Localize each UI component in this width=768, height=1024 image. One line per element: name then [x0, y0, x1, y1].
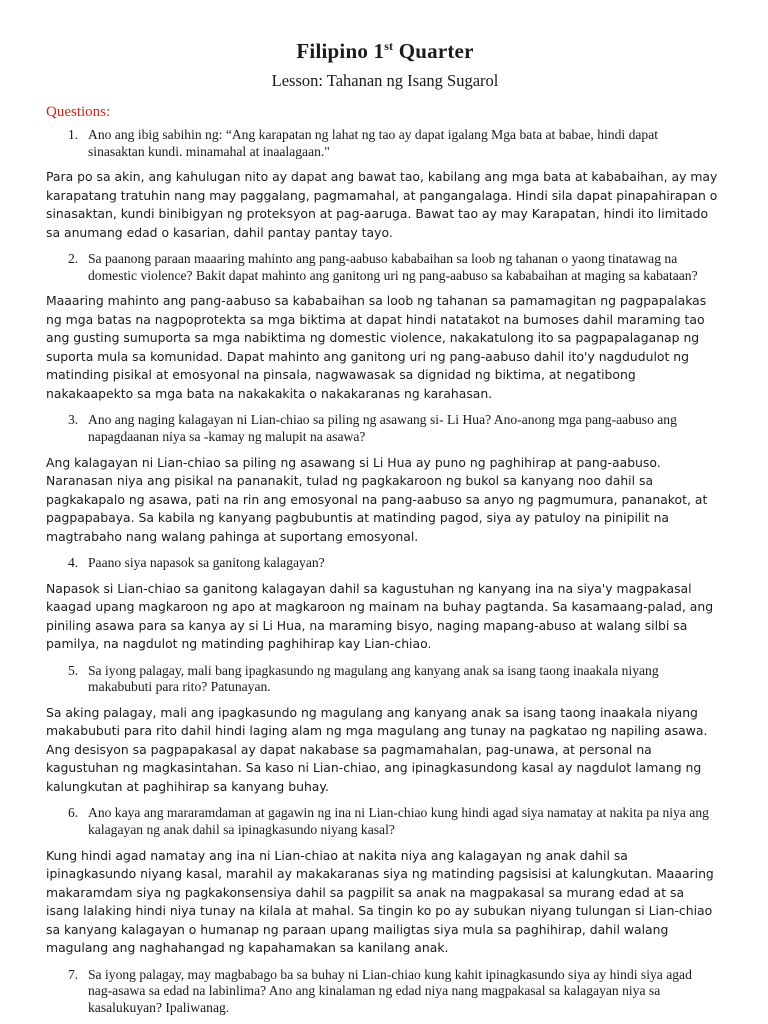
title-main: Filipino 1	[296, 39, 385, 63]
question-text: Paano siya napasok sa ganitong kalagayan?	[88, 555, 325, 571]
answer-1: Para po sa akin, ang kahulugan nito ay dapat ang bawat tao, kabilang ang mga bata at kababaihan, ay may karapatang tratuhin nang may paggalang, pagmamahal, at pangangalaga. Hindi sila dapat pinapahirapan o sinasaktan, kundi binibigyan ng proteksyon at pag-aaruga. Bawat tao ay may Karapatan, hindi ito limitado sa anumang edad o kasarian, dahil pantay pantay tayo.	[46, 169, 718, 240]
question-2	[46, 251, 724, 284]
answer-5: Sa aking palagay, mali ang ipagkasundo ng magulang ang kanyang anak sa isang taong inaakala niyang makabubuti para rito dahil hindi laging alam ng mga magulang ang tunay na pagkatao ng napiling asawa. Ang desisyon sa pagpapakasal ay dapat nakabase sa pagmamahalan, pag-unawa, at personal na kagustuhan ng magkasintahan. Sa kaso ni Lian-chiao, ang ipinagkasundong kasal ay nagdulot lamang ng kalungkutan at paghihirap sa kanyang buhay.	[46, 704, 708, 794]
question-number: 1.	[68, 127, 79, 142]
question-number: 6.	[68, 805, 79, 821]
answer-6: Kung hindi agad namatay ang ina ni Lian-chiao at nakita niya ang kalagayan ng anak dahil sa ipinagkasundo niyang kasal, marahil ay makakaranas siya ng matinding pagsisisi at kalungkutan. Maaaring makaramdam siya ng pagkakonsensiya dahil sa pagpilit sa anak na magpakasal sa murang edad at sa isang lalaking hindi niya tunay na kilala at mahal. Sa tingin ko po ay subukan niyang tulungan si Lian-chiao sa kanyang kalagayan o humanap ng paraan upang mailigtas siya mula sa paghihirap, dahil walang magulang ang naghahangad ng kapahamakan sa kanilang anak.	[46, 847, 714, 956]
question-number: 4.	[68, 555, 79, 571]
question-number: 5.	[68, 662, 79, 678]
answer-2: Maaaring mahinto ang pang-aabuso sa kababaihan sa loob ng tahanan sa pamamagitan ng pagpapalakas ng mga batas na nagpoprotekta sa mga biktima at dapat hindi natatakot na bumoses dahil maraming tao ang gusting sumuporta sa mga nabiktima ng domestic violence, nakakatulong ito sa pagpapalaganap ng suporta mula sa komunidad. Dapat mahinto ang ganitong uri ng pang-aabuso dahil ito'y nagdudulot ng matinding pisikal at emosyonal na pinsala, nagwawasak sa dignidad ng biktima, at negatibong nakakaapekto sa mga bata na nakakakita o nakakaranas ng karahasan.	[46, 293, 707, 401]
title-rest: Quarter	[393, 39, 474, 63]
question-5	[46, 663, 724, 696]
question-text: Ano ang naging kalagayan ni Lian-chiao sa piling ng asawang si- Li Hua? Ano-anong mga pang-aabuso ang napagdaanan niya sa -kamay ng malupit na asawa?	[88, 412, 677, 444]
questions-label: Questions:	[46, 104, 111, 120]
question-number: 2.	[68, 251, 79, 267]
lesson-subtitle: Lesson: Tahanan ng Isang Sugarol	[271, 71, 499, 90]
question-number: 7.	[68, 966, 79, 982]
answer-3: Ang kalagayan ni Lian-chiao sa piling ng asawang si Li Hua ay puno ng paghihirap at pang-aabuso. Naranasan niya ang pisikal na pananakit, tulad ng pagkakaroon ng bukol sa kanyang noo dahil sa pagkakapalo ng asawa, pati na rin ang emosyonal na pang-aabuso sa anyo ng pagmumura, pananakot, at pagpapabaya. Sa kabila ng kanyang pagbubuntis at matinding pagod, siya ay patuloy na pinipilit na magtrabaho nang walang pahinga at suportang emosyonal.	[46, 454, 708, 544]
question-text: Sa paanong paraan maaaring mahinto ang pang-aabuso kababaihan sa loob ng tahanan o yaong tinatawag na domestic violence? Bakit dapat mahinto ang ganitong uri ng pang-aabuso sa kababaihan at maging sa kabataan?	[88, 251, 698, 283]
question-3	[46, 412, 724, 445]
title-superscript: st	[384, 39, 394, 53]
question-text: Sa iyong palagay, mali bang ipagkasundo ng magulang ang kanyang anak sa isang taong inaakala niyang makabubuti para rito? Patunayan.	[88, 662, 659, 695]
question-4	[46, 555, 724, 572]
question-7	[46, 967, 724, 1017]
question-text: Sa iyong palagay, may magbabago ba sa buhay ni Lian-chiao kung kahit ipinagkasundo siya ay hindi siya agad nag-asawa sa edad na labinlima? Ano ang kinalaman ng edad niya nang magpakasal sa kalagayan niya sa kasalukuyan? Ipaliwanag.	[88, 966, 692, 1015]
question-text: Ano kaya ang mararamdaman at gagawin ng ina ni Lian-chiao kung hindi agad siya namatay at nakita pa niya ang kalagayan ng anak dahil sa ipinagkasundo niyang kasal?	[88, 805, 709, 837]
question-number: 3.	[68, 412, 79, 428]
answer-4: Napasok si Lian-chiao sa ganitong kalagayan dahil sa kagustuhan ng kanyang ina na siya'y magpakasal kaagad upang magkaroon ng apo at magkaroon ng mainam na buhay pagtanda. Sa kasamaang-palad, ang piniling asawa para sa kanya ay si Li Hua, na maraming bisyo, naging mapang-abuso at walang silbi sa pamilya, na nagdulot ng matinding paghihirap kay Lian-chiao.	[46, 580, 714, 652]
question-text: Ano ang ibig sabihin ng: “Ang karapatan ng lahat ng tao ay dapat igalang Mga bata at babae, hindi dapat sinasaktan kundi. minamahal at inaalagaan."	[88, 127, 659, 159]
document-title	[46, 38, 724, 64]
question-6	[46, 805, 724, 838]
question-1	[46, 127, 724, 160]
